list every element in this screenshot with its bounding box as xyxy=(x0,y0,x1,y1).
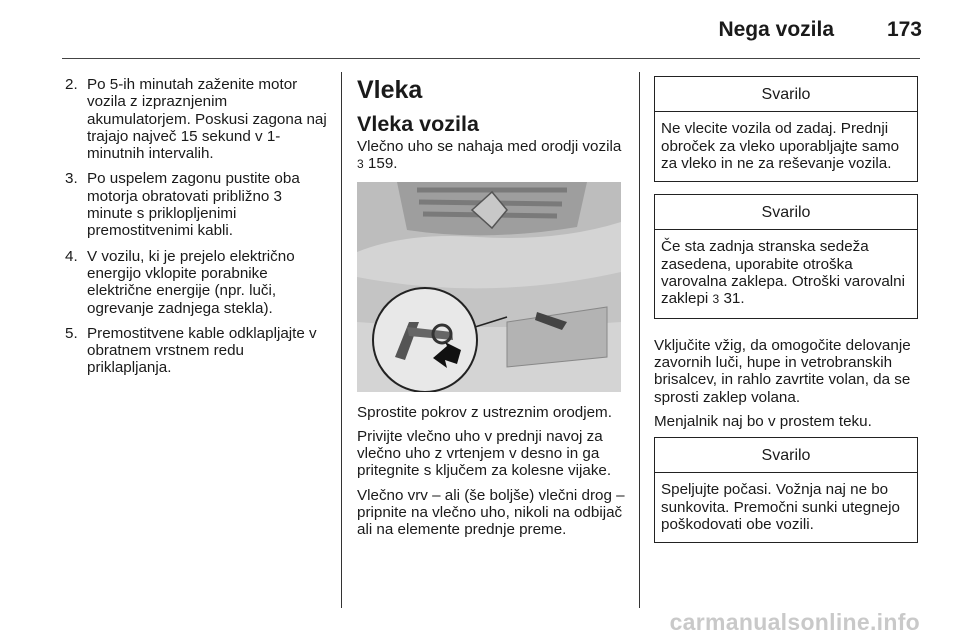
watermark: carmanualsonline.info xyxy=(669,609,920,635)
intro-paragraph xyxy=(357,138,625,174)
step-number: 2. xyxy=(65,76,78,93)
warning-text: Če sta zadnja stranska sedeža zasedena, uporabite otroška varovalna zaklepa. Otroški varovalni zaklepi xyxy=(661,238,905,308)
step-item xyxy=(65,248,327,317)
warning-text: Ne vlecite vozila od zadaj. Prednji obroček za vleko uporabljajte samo za vleko in ne za reševanje vozila. xyxy=(661,120,900,172)
step-item xyxy=(65,325,327,377)
page-number: 173 xyxy=(886,18,922,41)
warning-text: Speljujte počasi. Vožnja naj ne bo sunkovita. Premočni sunki utegnejo poškodovati obe vozili. xyxy=(661,481,900,534)
instruction-paragraph: Vlečno vrv – ali (še boljše) vlečni drog – pripnite na vlečno uho, nikoli na odbijač ali na elemente prednje preme. xyxy=(357,486,625,539)
section-heading: Vleka xyxy=(357,76,423,104)
reference-arrow-icon: 3 xyxy=(712,292,720,307)
step-item xyxy=(65,170,327,239)
step-number: 5. xyxy=(65,324,78,342)
step-text: Po uspelem zagonu pustite oba motorja obratovati približno 3 minute s priklopljenimi premostitvenimi kabli. xyxy=(87,170,300,240)
column-divider-1 xyxy=(341,72,342,608)
instruction-paragraph: Menjalnik naj bo v prostem teku. xyxy=(654,412,872,430)
step-text: V vozilu, ki je prejelo električno energijo vklopite porabnike električne energije (npr. luči, ogrevanje zadnjega stekla). xyxy=(87,247,295,317)
intro-text: Vlečno uho se nahaja med orodji vozila xyxy=(357,138,622,155)
step-item xyxy=(65,76,327,162)
instruction-paragraph: Privijte vlečno uho v prednji navoj za vlečno uho z vrtenjem v desno in ga pritegnite s ključem za kolesne vijake. xyxy=(357,427,612,480)
instruction-paragraph: Sprostite pokrov z ustreznim orodjem. xyxy=(357,403,612,421)
step-number: 3. xyxy=(65,170,78,188)
warning-box xyxy=(654,437,918,543)
page-reference-link[interactable]: 159. xyxy=(367,155,398,173)
column-divider-2 xyxy=(639,72,640,608)
jump-start-steps xyxy=(65,76,327,377)
towing-eye-illustration xyxy=(357,182,621,392)
step-number: 4. xyxy=(65,247,78,265)
left-column xyxy=(65,76,327,385)
page-header-title: Nega vozila xyxy=(718,18,834,41)
warning-title: Svarilo xyxy=(655,438,917,473)
step-text: Po 5-ih minutah zaženite motor vozila z izpraznjenim akumulatorjem. Poskusi zagona naj trajajo največ 15 sekund v 1-minutnih intervalih. xyxy=(87,76,327,163)
reference-arrow-icon: 3 xyxy=(357,157,364,172)
warning-title: Svarilo xyxy=(655,77,917,112)
section-subheading: Vleka vozila xyxy=(357,112,479,136)
instruction-paragraph: Vključite vžig, da omogočite delovanje zavornih luči, hupe in vetrobranskih brisalcev, in rahlo zavrtite volan, da se sprosti zaklep volana. xyxy=(654,336,911,406)
step-text: Premostitvene kable odklapljajte v obratnem vrstnem redu priklapljanja. xyxy=(87,324,317,377)
page-reference-link[interactable]: 31. xyxy=(723,290,745,308)
middle-column xyxy=(357,76,625,546)
header-divider xyxy=(62,58,920,59)
warning-body xyxy=(655,230,917,317)
warning-title: Svarilo xyxy=(655,195,917,230)
warning-body xyxy=(655,112,917,181)
warning-box xyxy=(654,194,918,318)
right-column xyxy=(654,76,922,555)
warning-box xyxy=(654,76,918,182)
